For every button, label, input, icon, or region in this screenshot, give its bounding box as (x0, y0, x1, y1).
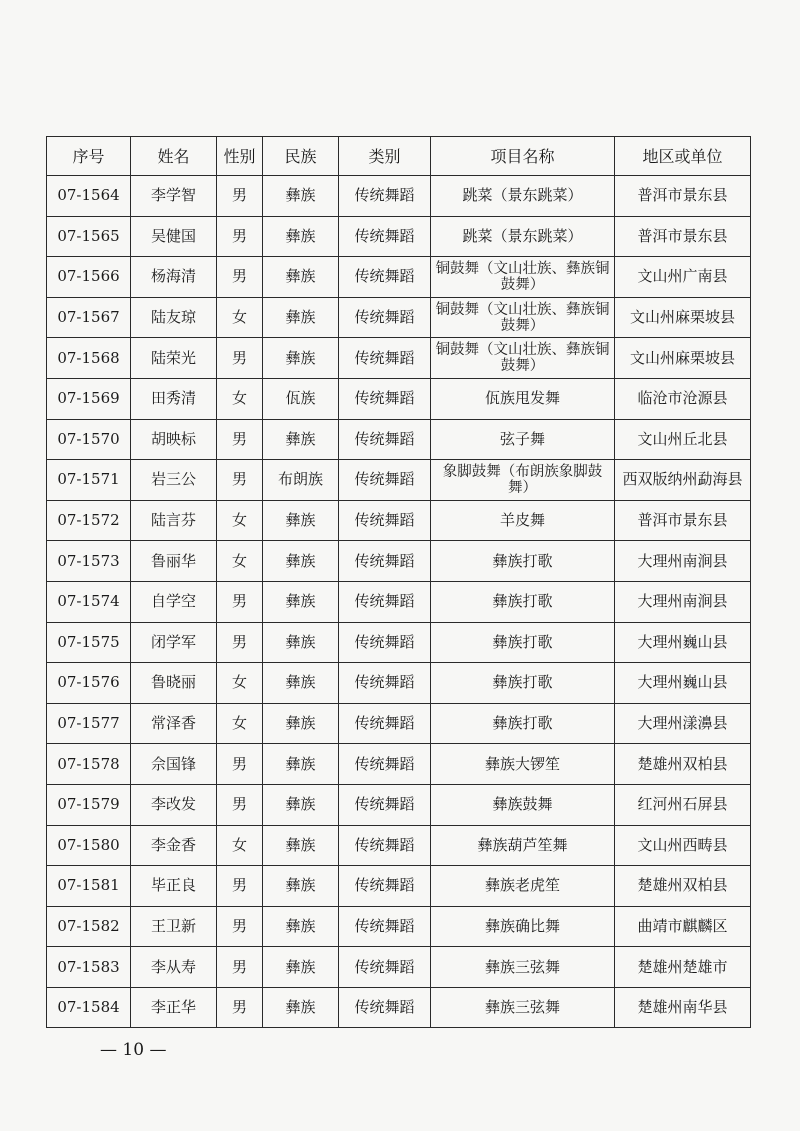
cell-project: 铜鼓舞（文山壮族、彝族铜鼓舞） (431, 257, 615, 298)
cell-region: 文山州西畴县 (615, 825, 751, 866)
cell-category: 传统舞蹈 (339, 378, 431, 419)
header-gender: 性别 (217, 137, 263, 176)
cell-ethnicity: 彝族 (263, 947, 339, 988)
cell-gender: 男 (217, 622, 263, 663)
cell-gender: 男 (217, 947, 263, 988)
cell-serial: 07-1572 (47, 500, 131, 541)
cell-ethnicity: 彝族 (263, 500, 339, 541)
cell-ethnicity: 彝族 (263, 257, 339, 298)
cell-region: 文山州麻栗坡县 (615, 338, 751, 379)
header-category: 类别 (339, 137, 431, 176)
cell-name: 胡映标 (131, 419, 217, 460)
cell-ethnicity: 佤族 (263, 378, 339, 419)
table-row (47, 419, 751, 460)
cell-category: 传统舞蹈 (339, 744, 431, 785)
cell-ethnicity: 彝族 (263, 703, 339, 744)
cell-name: 鲁晓丽 (131, 663, 217, 704)
cell-serial: 07-1577 (47, 703, 131, 744)
cell-name: 吴健国 (131, 216, 217, 257)
cell-region: 楚雄州双柏县 (615, 866, 751, 907)
table-row (47, 825, 751, 866)
cell-ethnicity: 彝族 (263, 622, 339, 663)
cell-ethnicity: 彝族 (263, 784, 339, 825)
cell-gender: 男 (217, 338, 263, 379)
cell-name: 佘国锋 (131, 744, 217, 785)
table-row (47, 784, 751, 825)
cell-name: 杨海清 (131, 257, 217, 298)
cell-gender: 男 (217, 581, 263, 622)
cell-project: 彝族打歌 (431, 703, 615, 744)
cell-name: 陆荣光 (131, 338, 217, 379)
cell-region: 大理州南涧县 (615, 581, 751, 622)
cell-name: 李从寿 (131, 947, 217, 988)
cell-ethnicity: 彝族 (263, 906, 339, 947)
cell-region: 曲靖市麒麟区 (615, 906, 751, 947)
header-ethnicity: 民族 (263, 137, 339, 176)
cell-category: 传统舞蹈 (339, 338, 431, 379)
table-row (47, 947, 751, 988)
cell-gender: 男 (217, 987, 263, 1028)
cell-project: 羊皮舞 (431, 500, 615, 541)
cell-category: 传统舞蹈 (339, 541, 431, 582)
cell-category: 传统舞蹈 (339, 987, 431, 1028)
cell-serial: 07-1570 (47, 419, 131, 460)
cell-name: 自学空 (131, 581, 217, 622)
cell-project: 彝族打歌 (431, 581, 615, 622)
cell-region: 楚雄州双柏县 (615, 744, 751, 785)
cell-serial: 07-1568 (47, 338, 131, 379)
table-row (47, 216, 751, 257)
cell-serial: 07-1581 (47, 866, 131, 907)
table-row (47, 744, 751, 785)
cell-region: 文山州广南县 (615, 257, 751, 298)
cell-gender: 女 (217, 297, 263, 338)
header-name: 姓名 (131, 137, 217, 176)
cell-category: 传统舞蹈 (339, 216, 431, 257)
cell-category: 传统舞蹈 (339, 622, 431, 663)
cell-name: 毕正良 (131, 866, 217, 907)
cell-gender: 男 (217, 176, 263, 217)
cell-region: 西双版纳州勐海县 (615, 460, 751, 501)
cell-gender: 男 (217, 257, 263, 298)
cell-gender: 女 (217, 663, 263, 704)
cell-name: 鲁丽华 (131, 541, 217, 582)
cell-gender: 女 (217, 825, 263, 866)
cell-serial: 07-1565 (47, 216, 131, 257)
cell-gender: 男 (217, 866, 263, 907)
cell-region: 大理州巍山县 (615, 663, 751, 704)
table-row (47, 987, 751, 1028)
cell-category: 传统舞蹈 (339, 947, 431, 988)
cell-region: 临沧市沧源县 (615, 378, 751, 419)
cell-project: 铜鼓舞（文山壮族、彝族铜鼓舞） (431, 297, 615, 338)
cell-ethnicity: 彝族 (263, 663, 339, 704)
cell-region: 普洱市景东县 (615, 176, 751, 217)
cell-serial: 07-1569 (47, 378, 131, 419)
page-number: — 10 — (100, 1040, 167, 1060)
cell-serial: 07-1583 (47, 947, 131, 988)
cell-category: 传统舞蹈 (339, 825, 431, 866)
table-row (47, 460, 751, 501)
cell-category: 传统舞蹈 (339, 460, 431, 501)
cell-serial: 07-1576 (47, 663, 131, 704)
cell-ethnicity: 彝族 (263, 987, 339, 1028)
cell-project: 跳菜（景东跳菜） (431, 176, 615, 217)
cell-serial: 07-1580 (47, 825, 131, 866)
cell-name: 闭学军 (131, 622, 217, 663)
cell-region: 大理州南涧县 (615, 541, 751, 582)
header-project: 项目名称 (431, 137, 615, 176)
cell-project: 彝族打歌 (431, 541, 615, 582)
cell-gender: 男 (217, 906, 263, 947)
cell-name: 田秀清 (131, 378, 217, 419)
table-row (47, 581, 751, 622)
cell-name: 李正华 (131, 987, 217, 1028)
table-header-row (47, 137, 751, 176)
inheritor-table (46, 136, 751, 1028)
cell-category: 传统舞蹈 (339, 906, 431, 947)
cell-ethnicity: 彝族 (263, 176, 339, 217)
table-body (47, 176, 751, 1028)
cell-ethnicity: 彝族 (263, 338, 339, 379)
cell-serial: 07-1574 (47, 581, 131, 622)
table-row (47, 378, 751, 419)
cell-serial: 07-1575 (47, 622, 131, 663)
cell-gender: 女 (217, 541, 263, 582)
cell-project: 彝族三弦舞 (431, 987, 615, 1028)
cell-ethnicity: 彝族 (263, 581, 339, 622)
cell-serial: 07-1567 (47, 297, 131, 338)
cell-gender: 男 (217, 419, 263, 460)
cell-gender: 男 (217, 784, 263, 825)
cell-region: 楚雄州南华县 (615, 987, 751, 1028)
cell-ethnicity: 彝族 (263, 866, 339, 907)
cell-name: 陆友琼 (131, 297, 217, 338)
cell-project: 彝族打歌 (431, 622, 615, 663)
table-row (47, 663, 751, 704)
cell-name: 王卫新 (131, 906, 217, 947)
cell-serial: 07-1571 (47, 460, 131, 501)
cell-category: 传统舞蹈 (339, 257, 431, 298)
table-row (47, 176, 751, 217)
cell-ethnicity: 彝族 (263, 419, 339, 460)
cell-project: 彝族三弦舞 (431, 947, 615, 988)
cell-category: 传统舞蹈 (339, 581, 431, 622)
cell-gender: 女 (217, 703, 263, 744)
cell-serial: 07-1584 (47, 987, 131, 1028)
cell-name: 李金香 (131, 825, 217, 866)
cell-category: 传统舞蹈 (339, 703, 431, 744)
table-row (47, 541, 751, 582)
cell-ethnicity: 彝族 (263, 297, 339, 338)
cell-serial: 07-1582 (47, 906, 131, 947)
cell-serial: 07-1579 (47, 784, 131, 825)
cell-name: 岩三公 (131, 460, 217, 501)
cell-name: 李学智 (131, 176, 217, 217)
cell-gender: 女 (217, 500, 263, 541)
cell-region: 大理州漾濞县 (615, 703, 751, 744)
cell-project: 彝族大锣笙 (431, 744, 615, 785)
cell-serial: 07-1573 (47, 541, 131, 582)
table-row (47, 703, 751, 744)
cell-project: 铜鼓舞（文山壮族、彝族铜鼓舞） (431, 338, 615, 379)
table-row (47, 257, 751, 298)
cell-name: 常泽香 (131, 703, 217, 744)
cell-project: 象脚鼓舞（布朗族象脚鼓舞） (431, 460, 615, 501)
cell-region: 大理州巍山县 (615, 622, 751, 663)
cell-ethnicity: 彝族 (263, 825, 339, 866)
cell-region: 文山州麻栗坡县 (615, 297, 751, 338)
cell-category: 传统舞蹈 (339, 500, 431, 541)
cell-serial: 07-1578 (47, 744, 131, 785)
cell-region: 普洱市景东县 (615, 216, 751, 257)
cell-category: 传统舞蹈 (339, 663, 431, 704)
table-row (47, 297, 751, 338)
cell-project: 彝族葫芦笙舞 (431, 825, 615, 866)
cell-ethnicity: 彝族 (263, 744, 339, 785)
cell-serial: 07-1566 (47, 257, 131, 298)
cell-category: 传统舞蹈 (339, 784, 431, 825)
cell-gender: 男 (217, 216, 263, 257)
table-row (47, 500, 751, 541)
cell-category: 传统舞蹈 (339, 297, 431, 338)
cell-region: 普洱市景东县 (615, 500, 751, 541)
cell-region: 文山州丘北县 (615, 419, 751, 460)
cell-category: 传统舞蹈 (339, 866, 431, 907)
cell-project: 弦子舞 (431, 419, 615, 460)
cell-gender: 男 (217, 744, 263, 785)
cell-serial: 07-1564 (47, 176, 131, 217)
cell-name: 陆言芬 (131, 500, 217, 541)
table-row (47, 866, 751, 907)
cell-ethnicity: 布朗族 (263, 460, 339, 501)
cell-project: 跳菜（景东跳菜） (431, 216, 615, 257)
cell-project: 彝族鼓舞 (431, 784, 615, 825)
cell-category: 传统舞蹈 (339, 176, 431, 217)
cell-region: 楚雄州楚雄市 (615, 947, 751, 988)
cell-project: 彝族确比舞 (431, 906, 615, 947)
cell-project: 佤族甩发舞 (431, 378, 615, 419)
table-row (47, 906, 751, 947)
header-serial: 序号 (47, 137, 131, 176)
cell-name: 李改发 (131, 784, 217, 825)
table-row (47, 338, 751, 379)
cell-project: 彝族老虎笙 (431, 866, 615, 907)
cell-ethnicity: 彝族 (263, 541, 339, 582)
cell-project: 彝族打歌 (431, 663, 615, 704)
header-region: 地区或单位 (615, 137, 751, 176)
cell-gender: 男 (217, 460, 263, 501)
cell-region: 红河州石屏县 (615, 784, 751, 825)
cell-category: 传统舞蹈 (339, 419, 431, 460)
table-row (47, 622, 751, 663)
cell-ethnicity: 彝族 (263, 216, 339, 257)
cell-gender: 女 (217, 378, 263, 419)
